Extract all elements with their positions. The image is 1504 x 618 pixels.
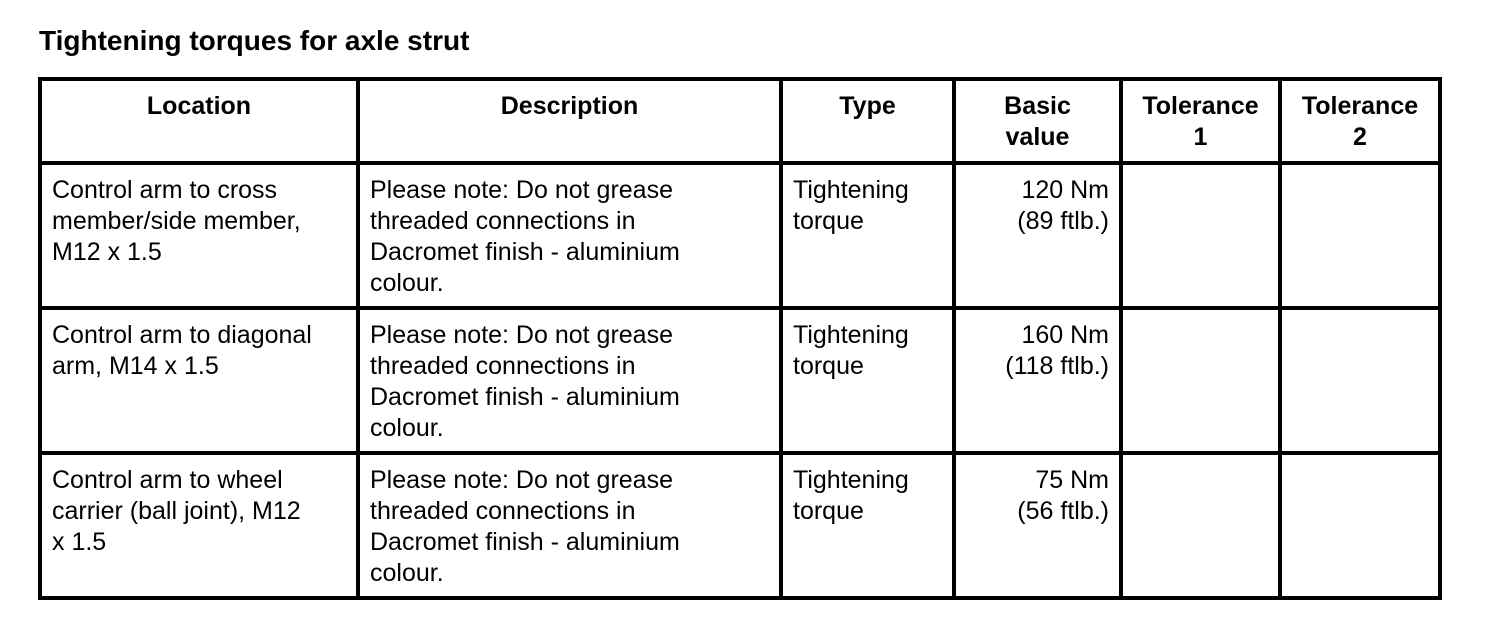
cell-text-line: Please note: Do not grease [370,321,673,349]
header-basic-value-line: Basic [1004,92,1071,120]
cell-text-line: threaded connections in [370,207,636,235]
cell-text-line: 120 Nm [1021,176,1109,204]
cell-text-line: Dacromet finish - aluminium [370,383,680,411]
header-tolerance-1 [1121,79,1280,163]
cell-text-line: colour. [370,414,444,442]
table-row [40,163,1440,308]
cell-text-line: arm, M14 x 1.5 [52,352,219,380]
cell-text-line: Control arm to wheel [52,466,283,494]
cell-text-line: member/side member, [52,207,301,235]
table-row [40,308,1440,453]
torque-table [38,77,1442,600]
cell-tolerance-1 [1121,453,1280,598]
cell-text-line: 160 Nm [1021,321,1109,349]
cell-text-line: threaded connections in [370,352,636,380]
header-tolerance-1-line: Tolerance [1142,92,1259,120]
cell-text-line: Dacromet finish - aluminium [370,238,680,266]
cell-text-line: x 1.5 [52,528,107,556]
cell-tolerance-1 [1121,308,1280,453]
cell-location [40,308,358,453]
header-location [40,79,358,163]
header-row [40,79,1440,163]
cell-text-line: colour. [370,269,444,297]
cell-tolerance-2 [1280,308,1440,453]
page-title: Tightening torques for axle strut [39,25,470,56]
cell-text-line: M12 x 1.5 [52,238,162,266]
cell-description [358,453,781,598]
cell-description [358,308,781,453]
cell-text-line: Please note: Do not grease [370,466,673,494]
cell-text-line: Control arm to diagonal [52,321,312,349]
cell-tolerance-2 [1280,453,1440,598]
cell-text-line: Control arm to cross [52,176,278,204]
cell-text-line: colour. [370,559,444,587]
cell-text-line: Tightening [793,321,909,349]
cell-text-line: torque [793,352,864,380]
header-tolerance-2-line: Tolerance [1301,92,1419,120]
cell-location [40,163,358,308]
cell-text-line: threaded connections in [370,497,636,525]
cell-basic-value [954,308,1121,453]
header-type [781,79,954,163]
cell-text-line: 75 Nm [1035,466,1109,494]
header-basic-value [954,79,1121,163]
cell-text-line: Please note: Do not grease [370,176,673,204]
cell-description [358,163,781,308]
cell-text-line: (89 ftlb.) [1017,207,1109,235]
cell-text-line: Tightening [793,466,909,494]
cell-text-line: Tightening [793,176,909,204]
cell-tolerance-2 [1280,163,1440,308]
cell-tolerance-1 [1121,163,1280,308]
cell-text-line: (118 ftlb.) [1005,352,1109,380]
header-type-label: Type [839,92,896,120]
header-tolerance-2 [1280,79,1440,163]
table-row [40,453,1440,598]
header-basic-value-line: value [1005,123,1070,151]
cell-basic-value [954,163,1121,308]
header-tolerance-1-line: 1 [1193,123,1208,151]
cell-text-line: (56 ftlb.) [1017,497,1109,525]
cell-text-line: carrier (ball joint), M12 [52,497,301,525]
cell-basic-value [954,453,1121,598]
cell-type [781,163,954,308]
cell-text-line: torque [793,207,864,235]
cell-text-line: Dacromet finish - aluminium [370,528,680,556]
cell-type [781,453,954,598]
cell-type [781,308,954,453]
header-description [358,79,781,163]
cell-location [40,453,358,598]
header-location-label: Location [146,92,252,120]
header-tolerance-2-line: 2 [1353,123,1367,151]
header-description-label: Description [500,92,639,120]
cell-text-line: torque [793,497,864,525]
